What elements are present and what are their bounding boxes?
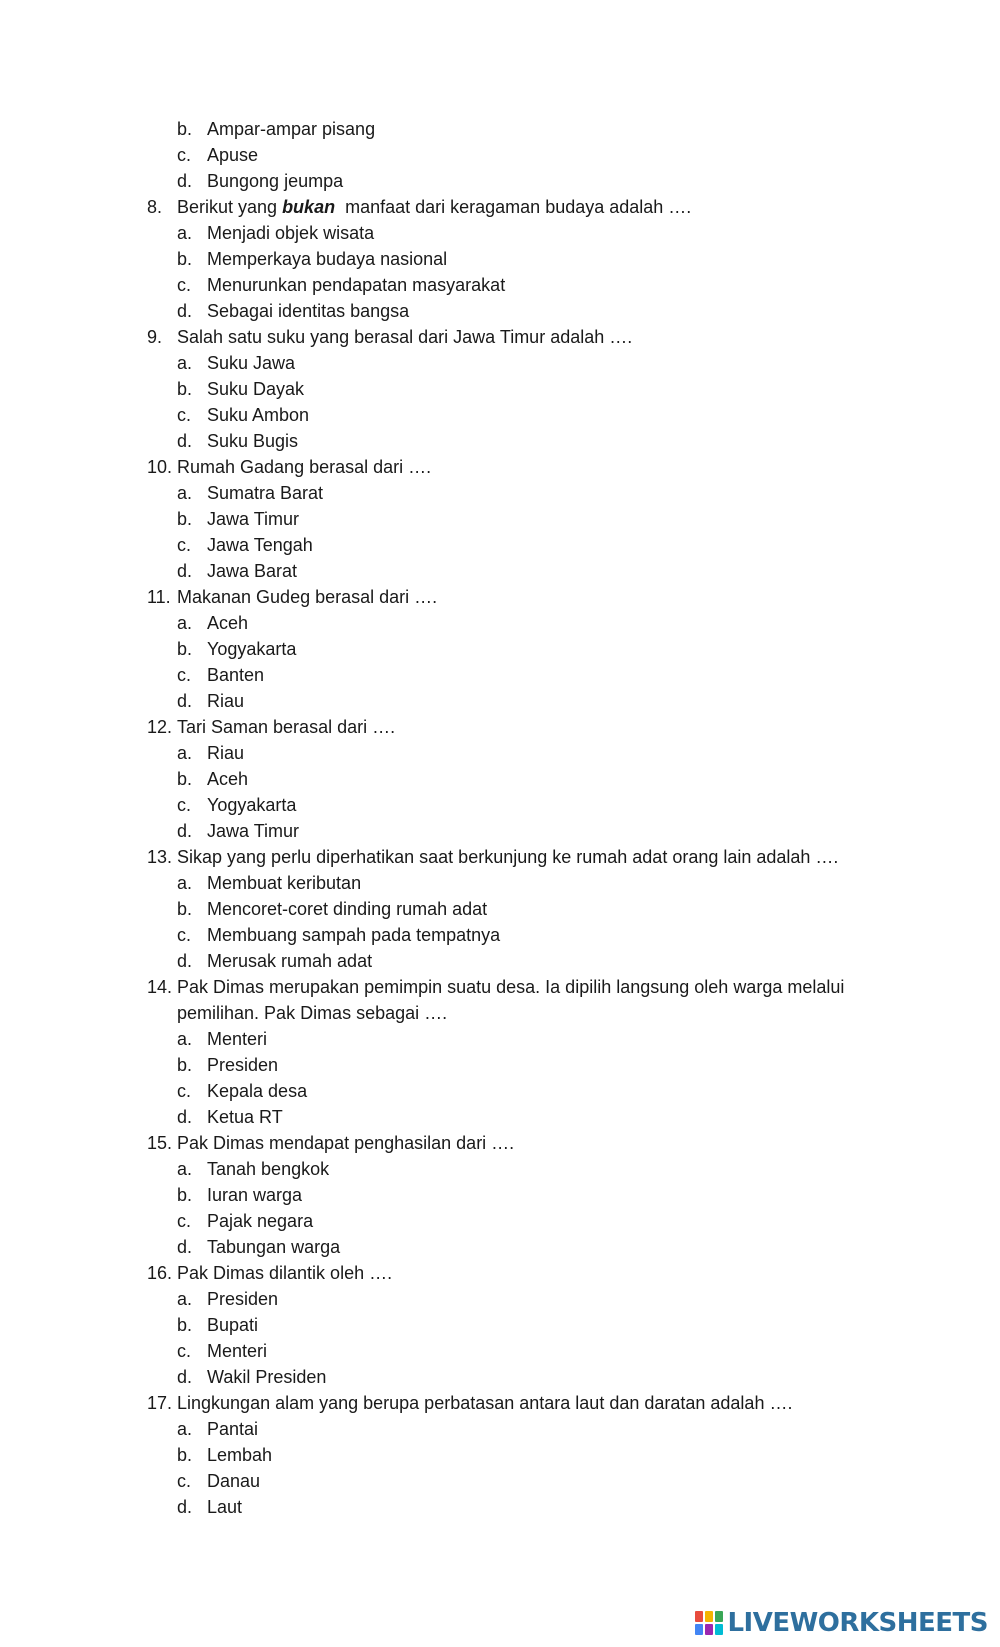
option-letter: d.: [177, 431, 193, 451]
option-letter: b.: [177, 1185, 193, 1205]
option-text: Menurunkan pendapatan masyarakat: [207, 275, 506, 295]
option-item[interactable]: [147, 1182, 867, 1208]
option-item[interactable]: [147, 740, 867, 766]
question-text: Pak Dimas mendapat penghasilan dari ….: [177, 1133, 515, 1153]
option-text: Menjadi objek wisata: [207, 223, 375, 243]
question-line: [147, 454, 867, 480]
option-item[interactable]: [147, 1312, 867, 1338]
question-text: Pak Dimas dilantik oleh ….: [177, 1263, 393, 1283]
question-text: Rumah Gadang berasal dari ….: [177, 457, 432, 477]
option-text: Aceh: [207, 769, 249, 789]
option-letter: b.: [177, 899, 193, 919]
option-item[interactable]: [147, 1286, 867, 1312]
option-text: Jawa Tengah: [207, 535, 313, 555]
option-text: Sumatra Barat: [207, 483, 324, 503]
option-text: Jawa Barat: [207, 561, 298, 581]
question-number: 14.: [147, 977, 173, 997]
option-item[interactable]: [147, 1234, 867, 1260]
option-text: Jawa Timur: [207, 509, 300, 529]
option-letter: c.: [177, 535, 192, 555]
option-item[interactable]: [147, 1156, 867, 1182]
option-letter: a.: [177, 1419, 193, 1439]
question-text: Makanan Gudeg berasal dari ….: [177, 587, 438, 607]
question-text: [177, 194, 867, 220]
question-12: [147, 714, 867, 844]
option-text: Wakil Presiden: [207, 1367, 327, 1387]
option-letter: b.: [177, 1055, 193, 1075]
logo-block: [705, 1611, 713, 1622]
option-item[interactable]: [147, 220, 867, 246]
option-item[interactable]: [147, 246, 867, 272]
option-text: Laut: [207, 1497, 243, 1517]
question-17: [147, 1390, 867, 1520]
option-letter: c.: [177, 145, 192, 165]
option-item[interactable]: [147, 1026, 867, 1052]
option-text: Sebagai identitas bangsa: [207, 301, 410, 321]
option-letter: d.: [177, 301, 193, 321]
question-number: 11.: [147, 587, 171, 607]
option-item[interactable]: [147, 1104, 867, 1130]
question-number: 17.: [147, 1393, 173, 1413]
question-emphasis: bukan: [282, 197, 336, 217]
option-text: Menteri: [207, 1341, 268, 1361]
option-text: Kepala desa: [207, 1081, 308, 1101]
option-text: Ampar-ampar pisang: [207, 119, 376, 139]
option-item[interactable]: [147, 870, 867, 896]
option-text: Bupati: [207, 1315, 259, 1335]
option-text: Pantai: [207, 1419, 259, 1439]
option-item[interactable]: [147, 116, 867, 142]
option-text: Presiden: [207, 1289, 279, 1309]
option-text: Tanah bengkok: [207, 1159, 330, 1179]
option-item[interactable]: [147, 610, 867, 636]
option-item[interactable]: [147, 1052, 867, 1078]
option-letter: c.: [177, 795, 192, 815]
question-number: 12.: [147, 717, 173, 737]
logo-block: [705, 1624, 713, 1635]
option-text: Danau: [207, 1471, 261, 1491]
question-line: [147, 844, 867, 870]
question-14: [147, 974, 867, 1130]
question-13: [147, 844, 867, 974]
option-letter: b.: [177, 1445, 193, 1465]
option-text: Membuat keributan: [207, 873, 362, 893]
option-letter: a.: [177, 743, 193, 763]
question-line: [147, 324, 867, 350]
option-text: Yogyakarta: [207, 639, 297, 659]
option-text: Aceh: [207, 613, 249, 633]
option-item[interactable]: [147, 896, 867, 922]
option-item[interactable]: [147, 558, 867, 584]
option-letter: b.: [177, 379, 193, 399]
option-letter: b.: [177, 509, 193, 529]
option-item[interactable]: [147, 1468, 867, 1494]
option-item[interactable]: [147, 298, 867, 324]
option-letter: b.: [177, 119, 193, 139]
option-text: Mencoret-coret dinding rumah adat: [207, 899, 488, 919]
option-item[interactable]: [147, 1494, 867, 1520]
option-text: Pajak negara: [207, 1211, 314, 1231]
question-line: [147, 1390, 867, 1416]
option-letter: a.: [177, 1159, 193, 1179]
option-letter: d.: [177, 1107, 193, 1127]
option-text: Lembah: [207, 1445, 273, 1465]
logo-block: [695, 1624, 703, 1635]
option-letter: a.: [177, 1029, 193, 1049]
question-number: 13.: [147, 847, 173, 867]
option-item[interactable]: [147, 948, 867, 974]
option-text: Memperkaya budaya nasional: [207, 249, 448, 269]
option-text: Ketua RT: [207, 1107, 283, 1127]
question-11: [147, 584, 867, 714]
question-15: [147, 1130, 867, 1260]
question-text: Salah satu suku yang berasal dari Jawa Timur adalah ….: [177, 327, 633, 347]
option-text: Suku Bugis: [207, 431, 299, 451]
liveworksheets-logo-icon: [695, 1611, 723, 1635]
option-item[interactable]: [147, 1338, 867, 1364]
option-item[interactable]: [147, 1364, 867, 1390]
option-text: Menteri: [207, 1029, 268, 1049]
question-9: [147, 324, 867, 454]
option-item[interactable]: [147, 506, 867, 532]
option-item[interactable]: [147, 662, 867, 688]
option-text: Membuang sampah pada tempatnya: [207, 925, 501, 945]
question-line: [147, 584, 867, 610]
worksheet-content: [147, 116, 867, 1520]
option-text: Apuse: [207, 145, 259, 165]
previous-question-options: [147, 116, 867, 194]
option-letter: b.: [177, 1315, 193, 1335]
question-number: 9.: [147, 327, 163, 347]
option-item[interactable]: [147, 376, 867, 402]
option-item[interactable]: [147, 688, 867, 714]
question-text: Tari Saman berasal dari ….: [177, 717, 396, 737]
question-line: [147, 1130, 867, 1156]
option-letter: c.: [177, 275, 192, 295]
question-text: Pak Dimas merupakan pemimpin suatu desa. Ia dipilih langsung oleh warga melalui pemilihan. Pak Dimas sebagai ….: [177, 977, 845, 1023]
option-text: Suku Dayak: [207, 379, 305, 399]
option-text: Iuran warga: [207, 1185, 303, 1205]
option-text: Merusak rumah adat: [207, 951, 373, 971]
question-text: Sikap yang perlu diperhatikan saat berkunjung ke rumah adat orang lain adalah ….: [177, 847, 839, 867]
option-item[interactable]: [147, 168, 867, 194]
question-text-before: Berikut yang: [177, 197, 283, 217]
option-text: Tabungan warga: [207, 1237, 341, 1257]
question-text: Lingkungan alam yang berupa perbatasan antara laut dan daratan adalah ….: [177, 1393, 793, 1413]
option-item[interactable]: [147, 480, 867, 506]
option-item[interactable]: [147, 922, 867, 948]
option-item[interactable]: [147, 792, 867, 818]
option-item[interactable]: [147, 766, 867, 792]
option-item[interactable]: [147, 1416, 867, 1442]
option-letter: c.: [177, 1341, 192, 1361]
option-item[interactable]: [147, 1078, 867, 1104]
option-letter: d.: [177, 561, 193, 581]
option-letter: a.: [177, 873, 193, 893]
option-text: Bungong jeumpa: [207, 171, 344, 191]
option-letter: d.: [177, 951, 193, 971]
option-item[interactable]: [147, 818, 867, 844]
question-number: 8.: [147, 197, 163, 217]
question-10: [147, 454, 867, 584]
option-letter: d.: [177, 1367, 193, 1387]
option-letter: a.: [177, 223, 193, 243]
option-letter: c.: [177, 1211, 192, 1231]
option-item[interactable]: [147, 350, 867, 376]
option-text: Riau: [207, 691, 245, 711]
logo-block: [715, 1624, 723, 1635]
brand-text: LIVEWORKSHEETS: [727, 1608, 988, 1638]
option-letter: a.: [177, 483, 193, 503]
option-text: Jawa Timur: [207, 821, 300, 841]
question-number: 16.: [147, 1263, 173, 1283]
option-item[interactable]: [147, 142, 867, 168]
option-item[interactable]: [147, 1442, 867, 1468]
option-text: Yogyakarta: [207, 795, 297, 815]
option-item[interactable]: [147, 636, 867, 662]
option-text: Suku Ambon: [207, 405, 310, 425]
option-letter: c.: [177, 665, 192, 685]
question-text-after: manfaat dari keragaman budaya adalah ….: [335, 197, 692, 217]
option-text: Banten: [207, 665, 265, 685]
option-text: Riau: [207, 743, 245, 763]
question-8: [147, 194, 867, 324]
option-letter: d.: [177, 821, 193, 841]
option-text: Suku Jawa: [207, 353, 296, 373]
option-item[interactable]: [147, 402, 867, 428]
question-line: [147, 194, 867, 220]
option-text: Presiden: [207, 1055, 279, 1075]
option-letter: d.: [177, 171, 193, 191]
question-number: 15.: [147, 1133, 173, 1153]
liveworksheets-brand[interactable]: [695, 1609, 988, 1637]
option-letter: d.: [177, 691, 193, 711]
option-letter: a.: [177, 353, 193, 373]
option-letter: c.: [177, 405, 192, 425]
option-item[interactable]: [147, 428, 867, 454]
option-item[interactable]: [147, 532, 867, 558]
option-item[interactable]: [147, 272, 867, 298]
option-letter: b.: [177, 639, 193, 659]
option-item[interactable]: [147, 1208, 867, 1234]
option-letter: c.: [177, 1081, 192, 1101]
logo-block: [695, 1611, 703, 1622]
question-line: [147, 974, 867, 1026]
question-number: 10.: [147, 457, 173, 477]
option-letter: c.: [177, 1471, 192, 1491]
option-letter: c.: [177, 925, 192, 945]
option-letter: d.: [177, 1237, 193, 1257]
question-line: [147, 1260, 867, 1286]
option-letter: d.: [177, 1497, 193, 1517]
option-letter: a.: [177, 1289, 193, 1309]
question-16: [147, 1260, 867, 1390]
option-letter: b.: [177, 769, 193, 789]
logo-block: [715, 1611, 723, 1622]
option-letter: a.: [177, 613, 193, 633]
option-letter: b.: [177, 249, 193, 269]
question-line: [147, 714, 867, 740]
